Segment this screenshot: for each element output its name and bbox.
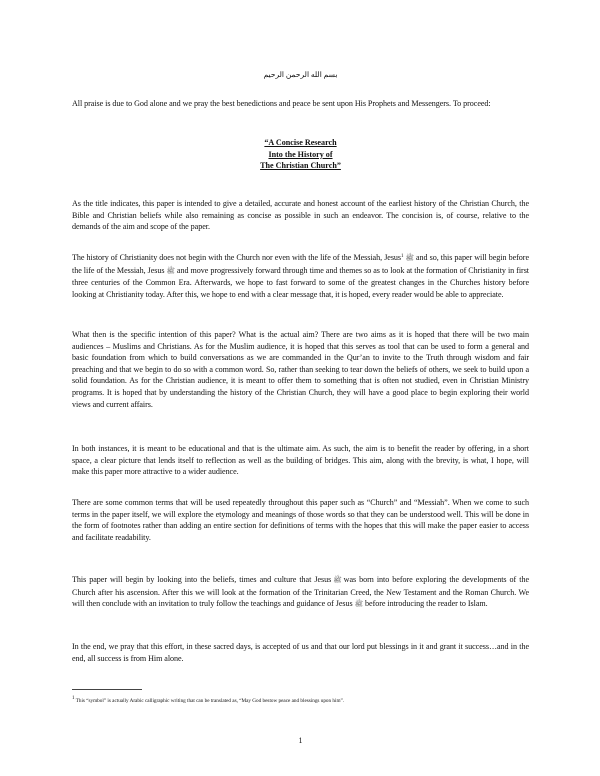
paper-title: [72, 137, 529, 172]
paragraph-7: In the end, we pray that this effort, in these sacred days, is accepted of us and that our lord put blessings in it and grant it success…and in the end, all success is from Him alone.: [72, 642, 529, 663]
footnote: [72, 695, 529, 705]
paragraph-4: In both instances, it is meant to be educational and that is the ultimate aim. As such, the aim is to benefit the reader by offering, in a short space, a clear picture that lends itself to reflection as well as the building of bridges. This aim, along with the brevity, is what, I hope, will make this paper more attractive to a wider audience.: [72, 444, 529, 477]
bismillah-heading: بسم الله الرحمن الرحيم: [263, 70, 338, 79]
footnote-marker: 1: [72, 696, 75, 701]
intro-paragraph: All praise is due to God alone and we pray the best benedictions and peace be sent upon His Prophets and Messengers. To proceed:: [72, 99, 491, 108]
pbuh-calligraphy-icon: ﷺ: [333, 576, 342, 584]
paragraph-5: There are some common terms that will be used repeatedly throughout this paper such as “Church” and “Messiah”. When we come to such terms in the paper itself, we will explore the etymology and meanings of those words so that they can be understood well. This will be done in the form of footnotes rather than adding an entire section for definitions of terms with the hopes that this will make the paper easier to access and facilitate readability.: [72, 498, 529, 542]
paragraph-2: The history of Christianity does not begin with the Church nor even with the life of the Messiah, Jesus$^1$ ﷺ and so, this paper will begin before the life of the Messiah, Jesus ﷺ and move progressively forward through time and themes so as to look at the formation of Christianity in first three centuries of the Common Era. Afterwards, we hope to fast forward to some of the greatest changes in the Churches history before looking at Christianity today. After this, we hope to end with a clear message that, it is hoped, every reader would be able to appreciate.: [72, 253, 529, 299]
paragraph-3: What then is the specific intention of this paper? What is the actual aim? There are two aims as it is hoped that there will be two main audiences – Muslims and Christians. As for the Muslim audience, it is hoped that this serves as tool that can be used to form a general and basic foundation from which to build conversations as we are commanded in the Qur’an to invite to the Truth through wisdom and fair preaching and that we begin to do so with a common word. So, rather than seeking to tear down the beliefs of others, we seek to build upon a solid foundation. As for the Christian audience, it is meant to offer them to something that is often not studied, even in Christian Ministry programs. It is hoped that by understanding the history of the Christian Church, they will have a good place to begin exploring their world views and current affairs.: [72, 330, 529, 409]
title-line-2: Into the History of: [268, 149, 333, 159]
footnote-divider: [72, 689, 142, 690]
pbuh-calligraphy-icon: ﷺ: [166, 266, 175, 275]
paragraph-6: This paper will begin by looking into the beliefs, times and culture that Jesus ﷺ was born into before exploring the developments of the Church after his ascension. After this we will look at the formation of the Trinitarian Creed, the New Testament and the Roman Church. We will then conclude with an invitation to truly follow the teachings and guidance of Jesus ﷺ before introducing the reader to Islam.: [72, 575, 529, 609]
title-line-3: The Christian Church”: [260, 161, 341, 171]
pbuh-calligraphy-icon: ﷺ: [405, 254, 414, 262]
footnote-ref[interactable]: 1: [401, 254, 404, 259]
title-line-1: “A Concise Research: [264, 138, 337, 147]
page-number: 1: [298, 736, 303, 745]
footnote-text: This “symbol” is actually Arabic calligraphic writing that can be translated as, “May God bestow peace and blessings upon him”.: [75, 698, 345, 704]
pbuh-calligraphy-icon: ﷺ: [354, 600, 364, 609]
paragraph-1: As the title indicates, this paper is intended to give a detailed, accurate and honest account of the earliest history of the Christian Church, the Bible and Christian beliefs while also remaining as concise as possible in such an endeavor. The concision is, of course, relative to the demands of the aim and scope of the paper.: [72, 199, 529, 232]
